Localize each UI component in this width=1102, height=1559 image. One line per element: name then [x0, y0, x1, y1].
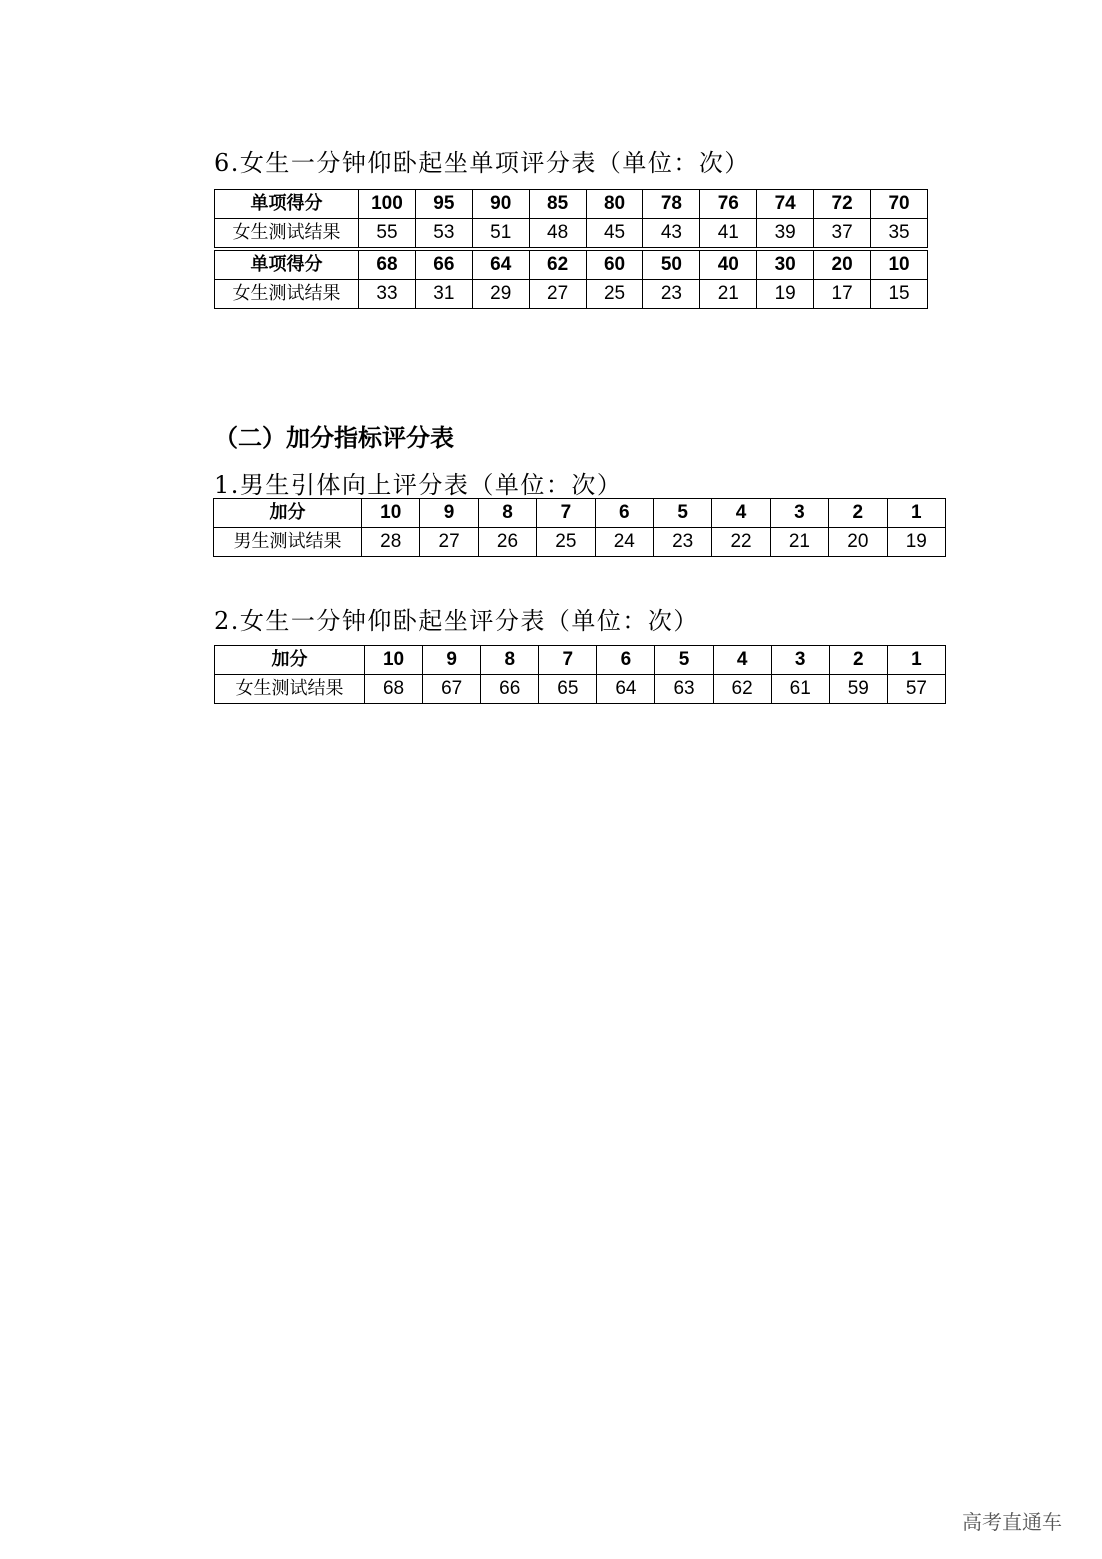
- head-cell: 50: [643, 249, 700, 280]
- table-row: [215, 249, 928, 280]
- value-cell: 41: [700, 219, 757, 250]
- head-cell: 66: [415, 249, 472, 280]
- head-cell: 74: [757, 190, 814, 219]
- value-cell: 53: [415, 219, 472, 250]
- head-cell: 80: [586, 190, 643, 219]
- value-cell: 25: [537, 528, 595, 557]
- head-cell: 3: [771, 646, 829, 675]
- head-label-cell: 加分: [214, 499, 362, 528]
- head-cell: 95: [415, 190, 472, 219]
- bonus2-caption: 2.女生一分钟仰卧起坐评分表（单位：次）: [214, 607, 699, 635]
- head-cell: 40: [700, 249, 757, 280]
- value-cell: 19: [757, 280, 814, 309]
- head-cell: 85: [529, 190, 586, 219]
- value-cell: 20: [829, 528, 887, 557]
- value-cell: 15: [871, 280, 928, 309]
- table-row: [215, 675, 946, 704]
- value-cell: 31: [415, 280, 472, 309]
- value-cell: 35: [871, 219, 928, 250]
- head-cell: 1: [887, 499, 945, 528]
- value-cell: 22: [712, 528, 770, 557]
- head-cell: 78: [643, 190, 700, 219]
- head-cell: 7: [537, 499, 595, 528]
- head-cell: 6: [597, 646, 655, 675]
- head-cell: 10: [871, 249, 928, 280]
- section-heading: （二）加分指标评分表: [214, 423, 454, 452]
- value-cell: 39: [757, 219, 814, 250]
- value-cell: 63: [655, 675, 713, 704]
- head-cell: 10: [362, 499, 420, 528]
- value-cell: 33: [359, 280, 416, 309]
- value-cell: 45: [586, 219, 643, 250]
- value-cell: 28: [362, 528, 420, 557]
- table-row: [214, 528, 946, 557]
- head-cell: 7: [539, 646, 597, 675]
- head-cell: 9: [423, 646, 481, 675]
- head-cell: 4: [712, 499, 770, 528]
- value-cell: 48: [529, 219, 586, 250]
- head-cell: 20: [814, 249, 871, 280]
- head-cell: 8: [478, 499, 536, 528]
- value-cell: 27: [529, 280, 586, 309]
- head-cell: 100: [359, 190, 416, 219]
- head-cell: 8: [481, 646, 539, 675]
- value-cell: 43: [643, 219, 700, 250]
- head-cell: 70: [871, 190, 928, 219]
- table-row: [215, 646, 946, 675]
- value-cell: 57: [887, 675, 945, 704]
- head-cell: 3: [770, 499, 828, 528]
- head-cell: 30: [757, 249, 814, 280]
- value-cell: 21: [700, 280, 757, 309]
- value-cell: 68: [365, 675, 423, 704]
- row-label-cell: 女生测试结果: [215, 219, 359, 250]
- value-cell: 25: [586, 280, 643, 309]
- value-cell: 59: [829, 675, 887, 704]
- value-cell: 24: [595, 528, 653, 557]
- value-cell: 29: [472, 280, 529, 309]
- head-cell: 5: [655, 646, 713, 675]
- value-cell: 27: [420, 528, 478, 557]
- value-cell: 64: [597, 675, 655, 704]
- value-cell: 23: [643, 280, 700, 309]
- value-cell: 61: [771, 675, 829, 704]
- table-row: [214, 499, 946, 528]
- value-cell: 65: [539, 675, 597, 704]
- value-cell: 51: [472, 219, 529, 250]
- head-label-cell: 单项得分: [215, 249, 359, 280]
- value-cell: 66: [481, 675, 539, 704]
- row-label-cell: 男生测试结果: [214, 528, 362, 557]
- head-cell: 72: [814, 190, 871, 219]
- value-cell: 21: [770, 528, 828, 557]
- value-cell: 55: [359, 219, 416, 250]
- head-cell: 2: [829, 499, 887, 528]
- value-cell: 62: [713, 675, 771, 704]
- head-cell: 76: [700, 190, 757, 219]
- watermark-text: 高考直通车: [962, 1510, 1062, 1534]
- bonus2-score-table: [214, 645, 946, 704]
- row-label-cell: 女生测试结果: [215, 675, 365, 704]
- head-cell: 62: [529, 249, 586, 280]
- value-cell: 19: [887, 528, 945, 557]
- head-cell: 60: [586, 249, 643, 280]
- value-cell: 26: [478, 528, 536, 557]
- table-row: [215, 219, 928, 250]
- head-label-cell: 加分: [215, 646, 365, 675]
- value-cell: 67: [423, 675, 481, 704]
- head-label-cell: 单项得分: [215, 190, 359, 219]
- value-cell: 37: [814, 219, 871, 250]
- table-row: [215, 280, 928, 309]
- table-row: [215, 190, 928, 219]
- head-cell: 5: [653, 499, 711, 528]
- head-cell: 4: [713, 646, 771, 675]
- value-cell: 17: [814, 280, 871, 309]
- head-cell: 10: [365, 646, 423, 675]
- head-cell: 68: [359, 249, 416, 280]
- head-cell: 64: [472, 249, 529, 280]
- table6-caption: 6.女生一分钟仰卧起坐单项评分表（单位：次）: [214, 149, 750, 177]
- head-cell: 90: [472, 190, 529, 219]
- row-label-cell: 女生测试结果: [215, 280, 359, 309]
- head-cell: 9: [420, 499, 478, 528]
- bonus1-score-table: [213, 498, 946, 557]
- head-cell: 6: [595, 499, 653, 528]
- head-cell: 2: [829, 646, 887, 675]
- bonus1-caption: 1.男生引体向上评分表（单位：次）: [214, 471, 623, 499]
- head-cell: 1: [887, 646, 945, 675]
- table6-score-table: [214, 189, 928, 309]
- value-cell: 23: [653, 528, 711, 557]
